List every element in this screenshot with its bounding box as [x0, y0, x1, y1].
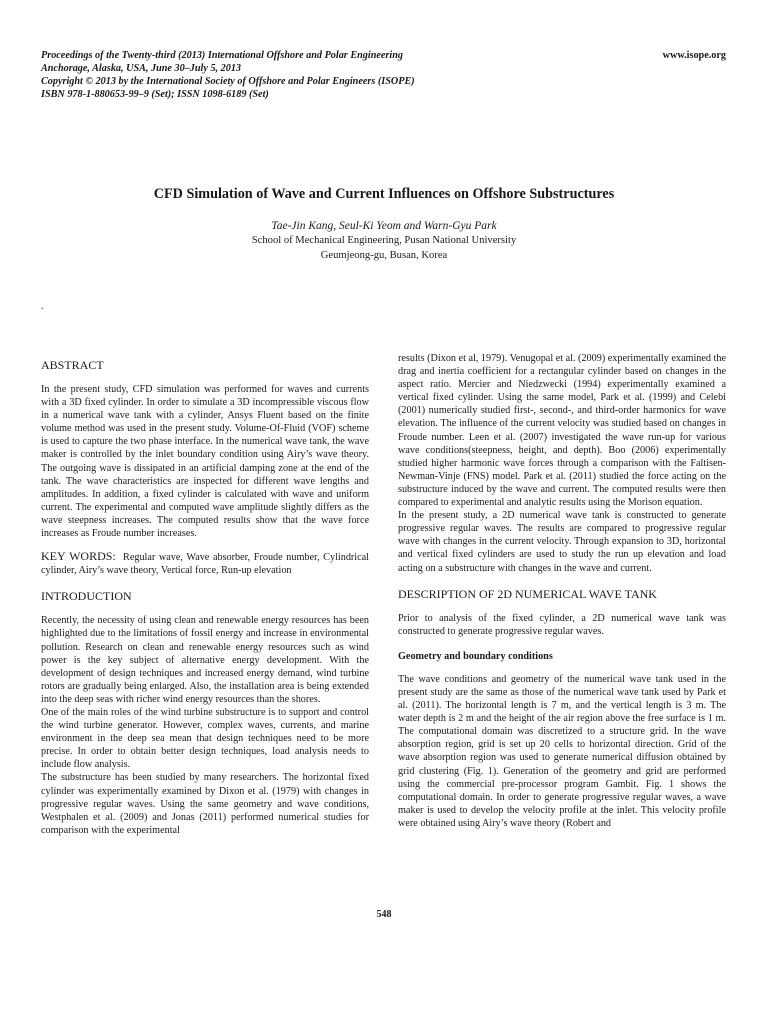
right-column — [398, 352, 726, 830]
section-heading-numerical-wave-tank: DESCRIPTION OF 2D NUMERICAL WAVE TANK — [398, 586, 657, 601]
intro-paragraph: Recently, the necessity of using clean and renewable energy resources has been highlighted due to the limitations of fossil energy and increase in environmental pollution. Research on clean and renewable energy resources such as wind power is the key subject of alternative energy development. With the development of design techniques and increased energy demand, wind turbine rotors are gradually being enlarged. Also, the installation area is being extended into the deep seas with richer wind energy resources than the shores. — [41, 615, 369, 705]
affiliation-line: Geumjeong-gu, Busan, Korea — [320, 249, 448, 261]
abstract-text: In the present study, CFD simulation was performed for waves and currents with a 3D fixed cylinder. In order to simulate a 3D incompressible viscous flow in a numerical wave tank with a cylinder, Ansys Fluent based on the finite volume method was used in the present study. Volume-Of-Fluid (VOF) scheme is used to capture the two phase interface. In the numerical wave tank, the wave maker is controlled by the inlet boundary condition using Airy’s wave theory. The outgoing wave is dissipated in an artificial damping zone at the end of the tank. The wave characteristics are inspected for different wave lengths and amplitudes. In addition, a fixed cylinder is calculated with wave and uniform current. The experimental and computed wave amplitude slightly differs as the wave steepness increases. The computed results show that the wave force increases as Froude number increases. — [41, 384, 369, 540]
intro-paragraph: One of the main roles of the wind turbine substructure is to support and control the wind turbine generator. However, complex waves, currents, and marine environment in the deep sea mean that design techniques need to be more precise. In order to obtain better design techniques, load analysis needs to include flow analysis. — [41, 706, 369, 771]
intro-paragraph: In the present study, a 2D numerical wave tank is constructed to generate progressive regular waves. The results are compared to progressive regular wave with changes in the current velocity. Through expansion to 3D, horizontal and vertical fixed cylinders are used to study the run up elevation and load acting on a substructure with changes in the wave and current. — [398, 510, 726, 574]
affiliation-line: School of Mechanical Engineering, Pusan National University — [251, 235, 517, 246]
intro-paragraph: results (Dixon et al, 1979). Venugopal et al. (2009) experimentally examined the drag and inertia coefficient for a rectangular cylinder based on changes in the aspect ratio. Mercier and Niedzwecki (1994) experimentally examined a vertical fixed cylinder. Using the same model, Park et al. (1999) and Celebi (2001) numerically studied first-, second-, and third-order harmonics for wave elevation. The influence of the current velocity was studied based on changes in Froude number. Leen et al. (2007) investigated the wave run-up for various wave conditions(steepness, height, and depth). Boo (2006) experimentally studied higher harmonic wave forces through a comparison with the Faltisen-Newman-Vinje (FNS) model. Park et al. (2011) studied the force acting on the substructure induced by the wave and current. The computed results were then compared to experimental and analytic results using the Morison equation. — [398, 353, 726, 509]
intro-paragraph: The substructure has been studied by many researchers. The horizontal fixed cylinder was experimentally examined by Dixon et al. (1979) with changes in progressive regular waves. Using the same geometry and wave conditions, Westphalen et al. (2009) and Jonas (2011) performed numerical studies for comparison with the experimental — [41, 772, 369, 836]
paper-authors: Tae-Jin Kang, Seul-Ki Yeom and Warn-Gyu Park — [271, 220, 497, 232]
subsection-heading-geometry: Geometry and boundary conditions — [398, 650, 553, 662]
header-line: ISBN 978-1-880653-99–9 (Set); ISSN 1098-6189 (Set) — [41, 89, 269, 100]
author-affiliation — [0, 234, 768, 263]
website-link[interactable]: www.isope.org — [662, 50, 726, 61]
header-line: Copyright © 2013 by the International Society of Offshore and Polar Engineers (ISOPE) — [41, 76, 415, 87]
header-line: Anchorage, Alaska, USA, June 30–July 5, 2013 — [41, 63, 242, 74]
proceedings-header — [41, 49, 726, 101]
keywords — [41, 550, 369, 577]
section-paragraph: Prior to analysis of the fixed cylinder, a 2D numerical wave tank was constructed to generate progressive regular waves. — [398, 612, 726, 637]
introduction-heading: INTRODUCTION — [41, 589, 132, 604]
page-number: 548 — [376, 909, 392, 920]
subsection-paragraph: The wave conditions and geometry of the numerical wave tank used in the present study are the same as those of the numerical wave tank used by Park et al. (2011). The horizontal length is 7 m, and the vertical length is 3 m. The water depth is 2 m and the height of the air region above the free surface is 1 m. The computational domain was discretized to a structure grid. In the wave absorption region, grid is set up 20 cells to horizontal direction. Grid of the wave absorption region was used to generate numerical diffusion obtained by grid clustering (Fig. 1). Generation of the geometry and grid are performed using the commercial pre-processor program Gambit. Fig. 1 shows the computational domain. In order to generate progressive regular waves, a wave maker is used to develop the velocity profile at the inlet. This velocity profile were obtained using Airy’s wave theory (Robert and — [398, 673, 726, 829]
abstract-heading: ABSTRACT — [41, 358, 104, 372]
left-column — [41, 358, 369, 837]
keywords-heading: KEY WORDS: — [41, 549, 116, 564]
stray-mark: . — [41, 301, 44, 312]
paper-title: CFD Simulation of Wave and Current Influences on Offshore Substructures — [153, 186, 615, 202]
header-line: Proceedings of the Twenty-third (2013) International Offshore and Polar Engineering — [41, 50, 403, 61]
keywords-text: Regular wave, Wave absorber, Froude number, Cylindrical cylinder, Airy’s wave theory, Vertical force, Run-up elevation — [41, 552, 370, 577]
